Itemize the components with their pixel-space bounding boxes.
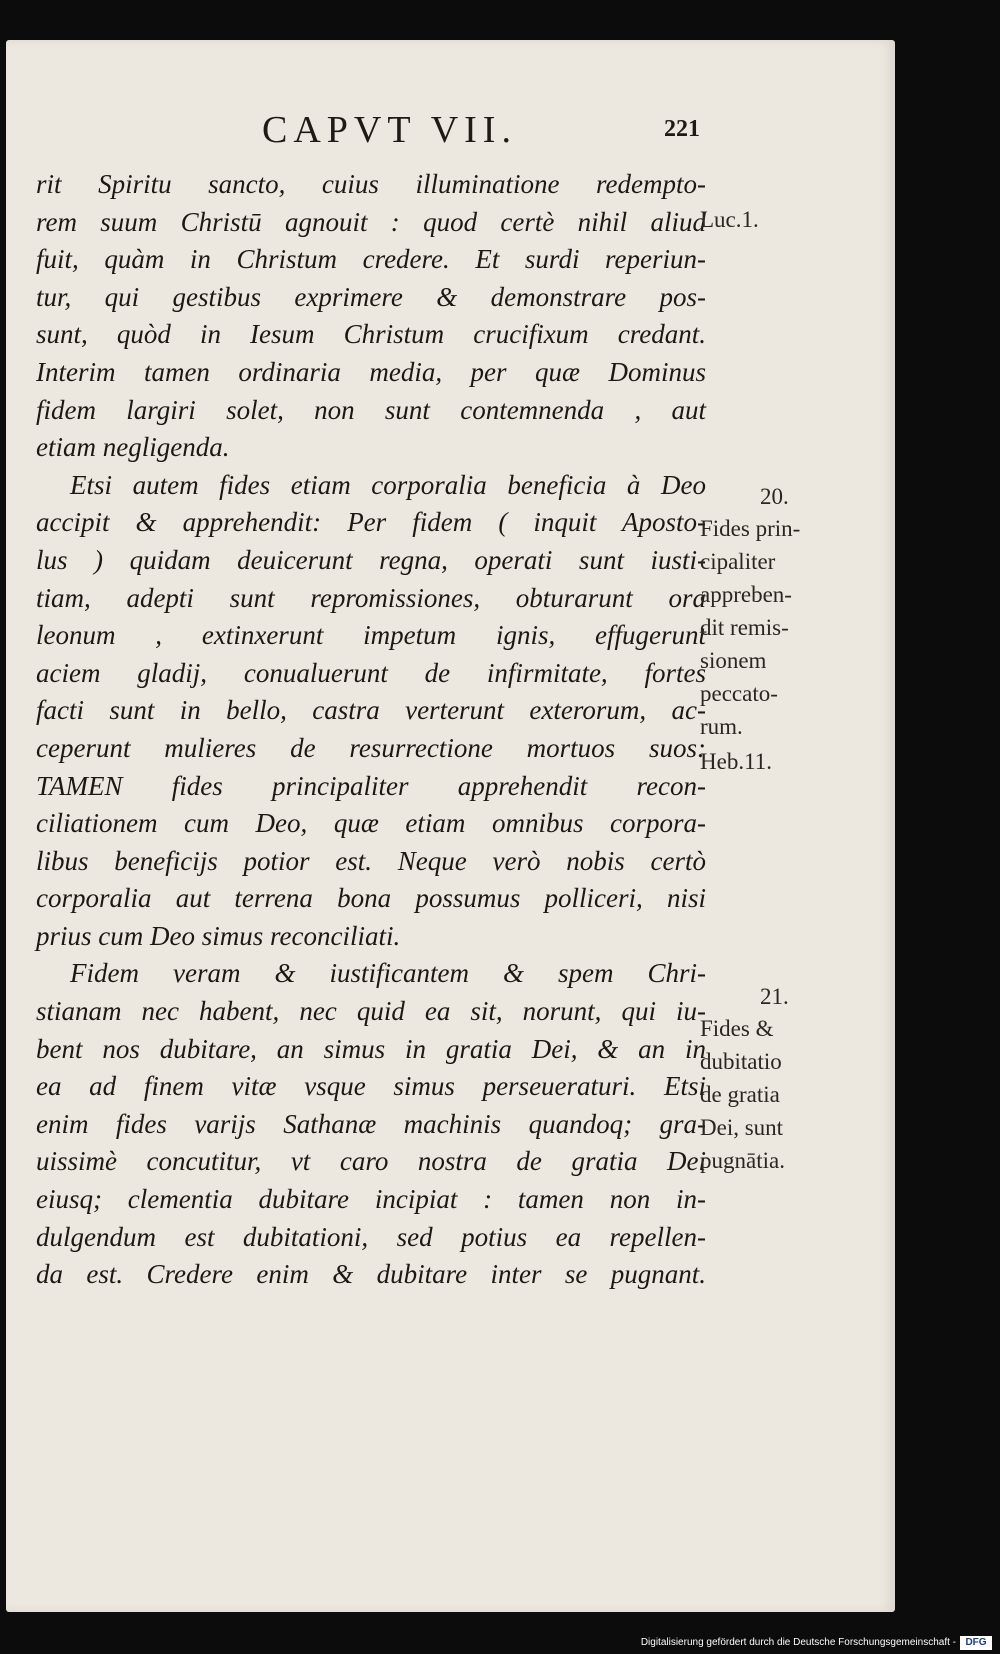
margin-note-luc: Luc.1. — [700, 207, 759, 232]
text-line: prius cum Deo simus reconciliati. — [36, 920, 401, 951]
margin-note-line: pugnātia. — [700, 1148, 785, 1173]
text-line: rem suum Christū agnouit : quod certè nihil aliud — [36, 206, 706, 237]
text-line: leonum , extinxerunt impetum ignis, effugerunt — [36, 620, 706, 651]
text-line: ceperunt mulieres de resurrectione mortuos suos: — [36, 732, 706, 763]
margin-note-line: dit remis- — [700, 615, 789, 640]
margin-note-line: de gratia — [700, 1082, 780, 1107]
digitization-credit: Digitalisierung gefördert durch die Deutsche Forschungsgemeinschaft - — [640, 1637, 956, 1648]
margin-note-line: sionem — [700, 648, 767, 673]
margin-note-line: cipaliter — [700, 549, 776, 574]
margin-note-line: Fides prin- — [700, 516, 801, 541]
margin-note-line: Fides & — [700, 1016, 774, 1041]
text-line: stianam nec habent, nec quid ea sit, norunt, qui iu- — [36, 996, 706, 1027]
text-line: lus ) quidam deuicerunt regna, operati sunt iusti- — [36, 544, 706, 575]
text-line: Interim tamen ordinaria media, per quæ Dominus — [36, 356, 706, 387]
text-line: da est. Credere enim & dubitare inter se pugnant. — [36, 1259, 706, 1290]
page-number: 221 — [664, 116, 700, 142]
margin-note-number-21: 21. — [760, 984, 789, 1009]
text-line: enim fides varijs Sathanæ machinis quandoq; gra- — [36, 1108, 706, 1139]
text-line: tiam, adepti sunt repromissiones, obturarunt ora — [36, 582, 706, 613]
text-line: Etsi autem fides etiam corporalia beneficia à Deo — [70, 469, 706, 500]
text-line: dulgendum est dubitationi, sed potius ea repellen- — [36, 1221, 706, 1252]
text-line: bent nos dubitare, an simus in gratia Dei, & an in — [36, 1033, 706, 1064]
margin-note-line: dubitatio — [700, 1049, 782, 1074]
text-line: sunt, quòd in Iesum Christum crucifixum credant. — [36, 319, 706, 350]
margin-note-number-20: 20. — [760, 484, 789, 509]
text-line: aciem gladij, conualuerunt de infirmitate, fortes — [36, 657, 706, 688]
body-text — [36, 166, 706, 1294]
margin-note-line: peccato- — [700, 681, 778, 706]
text-line: eiusq; clementia dubitare incipiat : tamen non in- — [36, 1184, 706, 1215]
text-line: etiam negligenda. — [36, 432, 230, 463]
dfg-logo: DFG — [960, 1636, 992, 1650]
text-line: TAMEN fides principaliter apprehendit recon- — [36, 770, 706, 801]
running-head: CAPVT VII. — [262, 109, 517, 151]
text-line: tur, qui gestibus exprimere & demonstrare pos- — [36, 281, 706, 312]
text-line: uissimè concutitur, vt caro nostra de gratia Dei — [36, 1146, 706, 1177]
text-line: accipit & apprehendit: Per fidem ( inquit Aposto- — [36, 507, 706, 538]
page-header — [0, 108, 1000, 151]
text-line: corporalia aut terrena bona possumus polliceri, nisi — [36, 883, 706, 914]
text-line: libus beneficijs potior est. Neque verò nobis certò — [36, 845, 706, 876]
text-line: rit Spiritu sancto, cuius illuminatione redempto- — [36, 169, 706, 199]
margin-note-line: Dei, sunt — [700, 1115, 784, 1140]
margin-note-line: appreben- — [700, 582, 792, 607]
margin-note-fides-dubitatio — [700, 1012, 785, 1177]
text-line: fidem largiri solet, non sunt contemnenda , aut — [36, 394, 706, 425]
text-line: ea ad finem vitæ vsque simus perseueraturi. Etsi — [36, 1071, 706, 1102]
margin-note-fides-principaliter — [700, 512, 800, 743]
text-line: fuit, quàm in Christum credere. Et surdi reperiun- — [36, 244, 706, 275]
margin-note-heb: Heb.11. — [700, 749, 772, 774]
text-line: facti sunt in bello, castra verterunt exterorum, ac- — [36, 695, 706, 726]
text-line: ciliationem cum Deo, quæ etiam omnibus corpora- — [36, 808, 706, 839]
margin-note-line: rum. — [700, 714, 743, 739]
text-line: Fidem veram & iustificantem & spem Chri- — [70, 958, 706, 989]
